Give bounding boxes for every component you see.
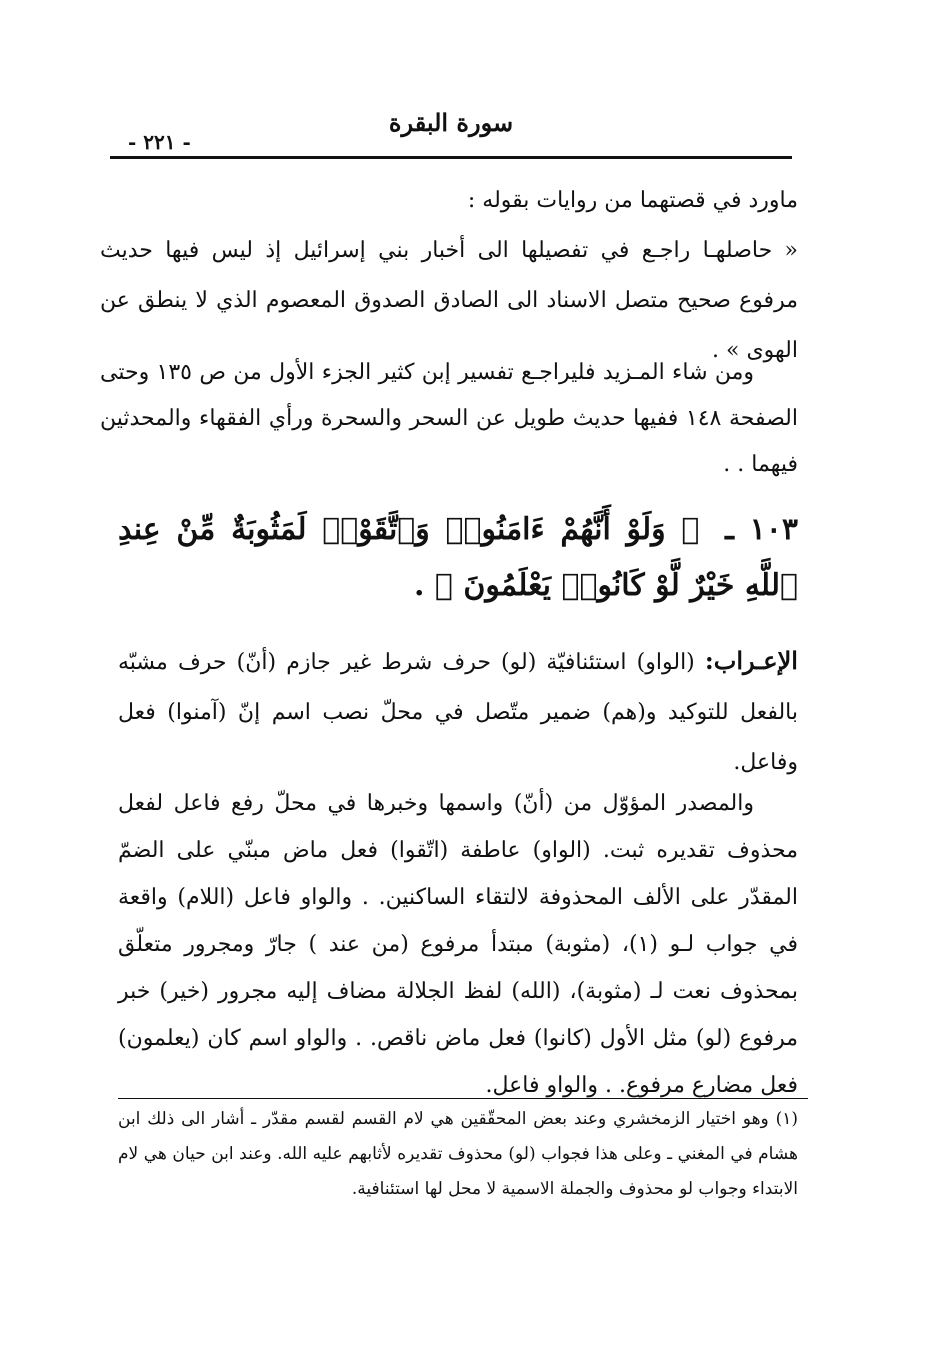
verse-text: ﴿ وَلَوْ أَنَّهُمْ ءَامَنُوا۟ وَٱتَّقَوْا۟ لَمَثُوبَةٌ مِّنْ عِندِ ٱللَّهِ خَيْرٌ لَّوْ كَانُوا۟ يَعْلَمُونَ ﴾ . bbox=[118, 512, 798, 603]
quoted-passage: « حاصلهـا راجـع في تفصيلها الى أخبار بني إسرائيل إذ ليس فيها حديث مرفوع صحيح متصل الاسناد الى الصادق الصدوق المعصوم الذي لا ينطق عن الهوى » . bbox=[100, 238, 798, 363]
irab-label: الإعـراب: bbox=[704, 646, 798, 675]
footnote bbox=[118, 1102, 798, 1207]
masdar-section bbox=[118, 780, 798, 1109]
footnote-text: (١) وهو اختيار الزمخشري وعند بعض المحقّقين هي لام القسم لقسم مقدّر ـ أشار الى ذلك ابن هشام في المغني ـ وعلى هذا فجواب (لو) محذوف تقديره لأثابهم عليه الله. وعند ابن حيان هي لام الابتداء وجواب لو محذوف والجملة الاسمية لا محل لها استئنافية. bbox=[118, 1109, 798, 1199]
intro-section bbox=[100, 176, 798, 376]
irab-section bbox=[118, 636, 798, 788]
page-number: - ٢٢١ - bbox=[128, 130, 191, 154]
verse-number: ١٠٣ ـ bbox=[725, 512, 798, 547]
surah-title: سورة البقرة bbox=[388, 108, 514, 137]
further-reading-paragraph bbox=[100, 350, 798, 488]
masdar-paragraph bbox=[118, 780, 798, 1109]
irab-text: (الواو) استئنافيّة (لو) حرف شرط غير جازم (أنّ) حرف مشبّه بالفعل للتوكيد و(هم) ضمير متّصل في محلّ نصب اسم إنّ (آمنوا) فعل وفاعل. bbox=[118, 650, 798, 775]
page-header bbox=[110, 108, 792, 158]
quran-verse bbox=[118, 502, 798, 614]
intro-line: ماورد في قصتهما من روايات بقوله : bbox=[467, 188, 798, 213]
masdar-text: والمصدر المؤوّل من (أنّ) واسمها وخبرها في محلّ رفع فاعل لفعل محذوف تقديره ثبت. (الواو) عاطفة (اتّقوا) فعل ماض مبنّي على الضمّ المقدّر على الألف المحذوفة لالتقاء الساكنين. . والواو فاعل (اللام) واقعة في جواب لـو (١)، (مثوبة) مبتدأ مرفوع (من عند ) جارّ ومجرور متعلّق بمحذوف نعت لـ (مثوبة)، (الله) لفظ الجلالة مضاف إليه مجرور (خير) خبر مرفوع (لو) مثل الأول (كانوا) فعل ماض ناقص. . والواو اسم كان (يعلمون) فعل مضارع مرفوع. . والواو فاعل. bbox=[118, 791, 799, 1098]
irab-paragraph bbox=[118, 636, 798, 788]
header-divider bbox=[110, 156, 792, 159]
further-reading-text: ومن شاء المـزيد فليراجـع تفسير إبن كثير الجزء الأول من ص ١٣٥ وحتى الصفحة ١٤٨ ففيها حديث طويل عن السحر والسحرة ورأي الفقهاء والمحدثين فيهما . . bbox=[100, 360, 798, 477]
footnote-divider bbox=[118, 1098, 808, 1099]
further-reading-section bbox=[100, 350, 798, 488]
